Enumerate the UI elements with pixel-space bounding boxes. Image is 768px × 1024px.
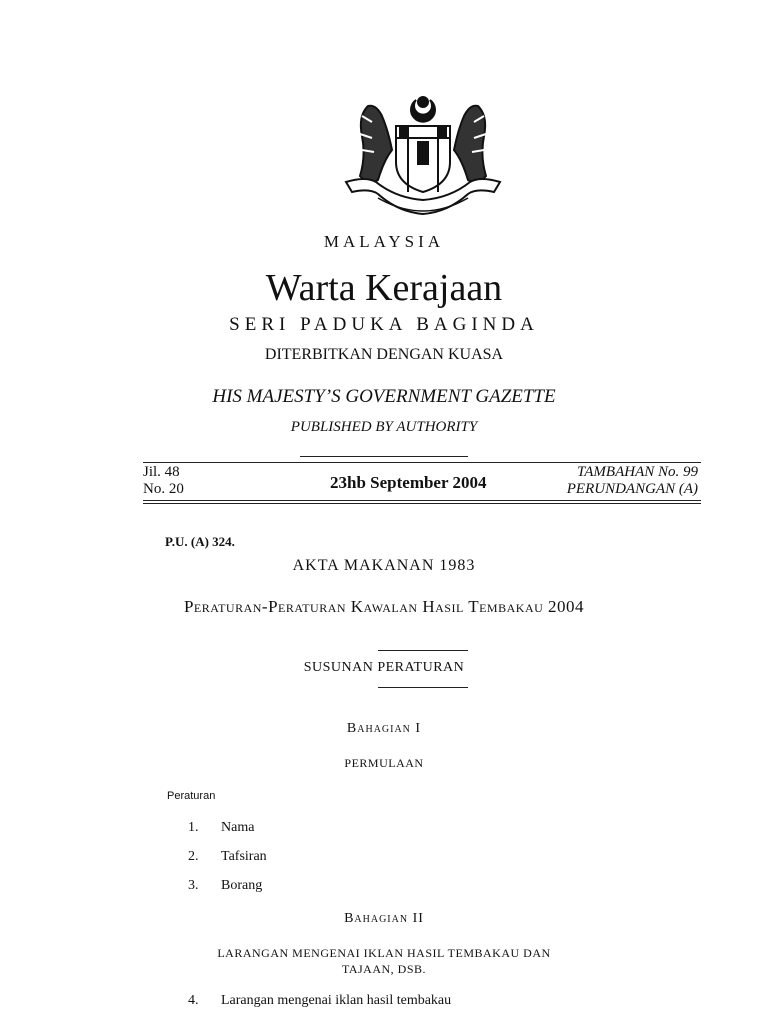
arrangement-rule-bottom: [378, 687, 468, 688]
gazette-title: Warta Kerajaan: [265, 267, 503, 309]
bottom-rule: [143, 500, 701, 501]
country-name: MALAYSIA: [323, 232, 445, 251]
top-rule-short: [300, 456, 468, 457]
part-2-title-line-2: TAJAAN, DSB.: [341, 962, 427, 976]
part-2-label: Bahagian II: [344, 911, 424, 926]
published-authority-malay: DITERBITKAN DENGAN KUASA: [264, 346, 504, 363]
list-item: 1. Nama: [188, 820, 255, 835]
list-item: 4. Larangan mengenai iklan hasil tembakau: [188, 993, 452, 1008]
list-item: 3. Borang: [188, 878, 263, 893]
part-1-title: PERMULAAN: [344, 756, 424, 770]
arrangement-heading: SUSUNAN PERATURAN: [303, 660, 465, 675]
bottom-rule-double: [143, 503, 701, 504]
supplement-info: [567, 464, 698, 498]
tambahan-label: TAMBAHAN No. 99: [577, 464, 698, 480]
volume-number: [143, 464, 184, 498]
part-1-label: Bahagian I: [346, 721, 422, 736]
perundangan-label: PERUNDANGAN (A): [566, 481, 698, 497]
coat-of-arms-icon: [338, 86, 508, 226]
part-2-title-line-1: LARANGAN MENGENAI IKLAN HASIL TEMBAKAU DAN: [217, 946, 551, 960]
top-rule: [143, 462, 701, 463]
jil-label: Jil. 48: [143, 464, 180, 480]
english-gazette-title: HIS MAJESTY’S GOVERNMENT GAZETTE: [212, 386, 556, 407]
issue-date: 23hb September 2004: [330, 473, 487, 492]
arrangement-rule-top: [378, 650, 468, 651]
list-item: 2. Tafsiran: [188, 849, 267, 864]
no-label: No. 20: [143, 481, 184, 497]
seri-paduka-heading: SERI PADUKA BAGINDA: [229, 314, 539, 335]
act-title: AKTA MAKANAN 1983: [292, 557, 476, 574]
peraturan-label: Peraturan: [167, 790, 216, 802]
published-authority-english: PUBLISHED BY AUTHORITY: [290, 419, 478, 435]
regulations-title: Peraturan-Peraturan Kawalan Hasil Tembakau 2004: [183, 597, 585, 616]
pu-reference: P.U. (A) 324.: [165, 534, 235, 549]
